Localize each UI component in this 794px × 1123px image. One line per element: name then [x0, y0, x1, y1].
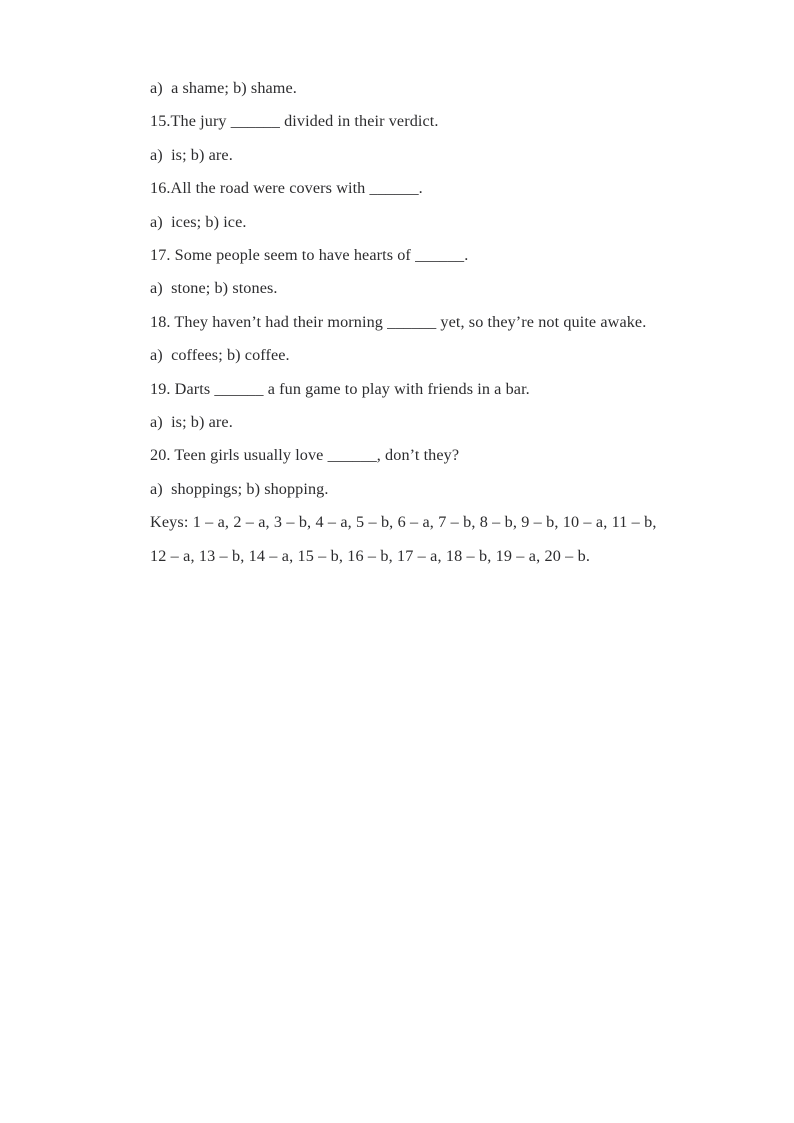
answer-option-line-18: a) coffees; b) coffee. — [150, 346, 290, 365]
question-line-20: 20. Teen girls usually love ______, don’t they? — [150, 446, 460, 465]
question-line-15: 15.The jury ______ divided in their verdict. — [150, 112, 439, 131]
answer-keys-line-1: Keys: 1 – a, 2 – a, 3 – b, 4 – a, 5 – b, 6 – a, 7 – b, 8 – b, 9 – b, 10 – a, 11 – b, — [150, 513, 657, 532]
answer-option-line-19: a) is; b) are. — [150, 413, 233, 432]
question-line-18: 18. They haven’t had their morning ______ yet, so they’re not quite awake. — [150, 312, 647, 331]
question-line-16: 16.All the road were covers with ______. — [150, 179, 423, 198]
answer-keys-line-2: 12 – a, 13 – b, 14 – a, 15 – b, 16 – b, 17 – a, 18 – b, 19 – a, 20 – b. — [150, 546, 591, 565]
answer-option-line-15: a) is; b) are. — [150, 145, 233, 164]
answer-option-line-17: a) stone; b) stones. — [150, 279, 278, 298]
question-line-17: 17. Some people seem to have hearts of ______. — [150, 246, 469, 265]
document-body — [150, 72, 750, 573]
question-line-19: 19. Darts ______ a fun game to play with friends in a bar. — [150, 379, 530, 398]
answer-option-line: a) a shame; b) shame. — [150, 79, 297, 97]
answer-option-line-16: a) ices; b) ice. — [150, 212, 247, 231]
answer-option-line-20: a) shoppings; b) shopping. — [150, 479, 329, 498]
